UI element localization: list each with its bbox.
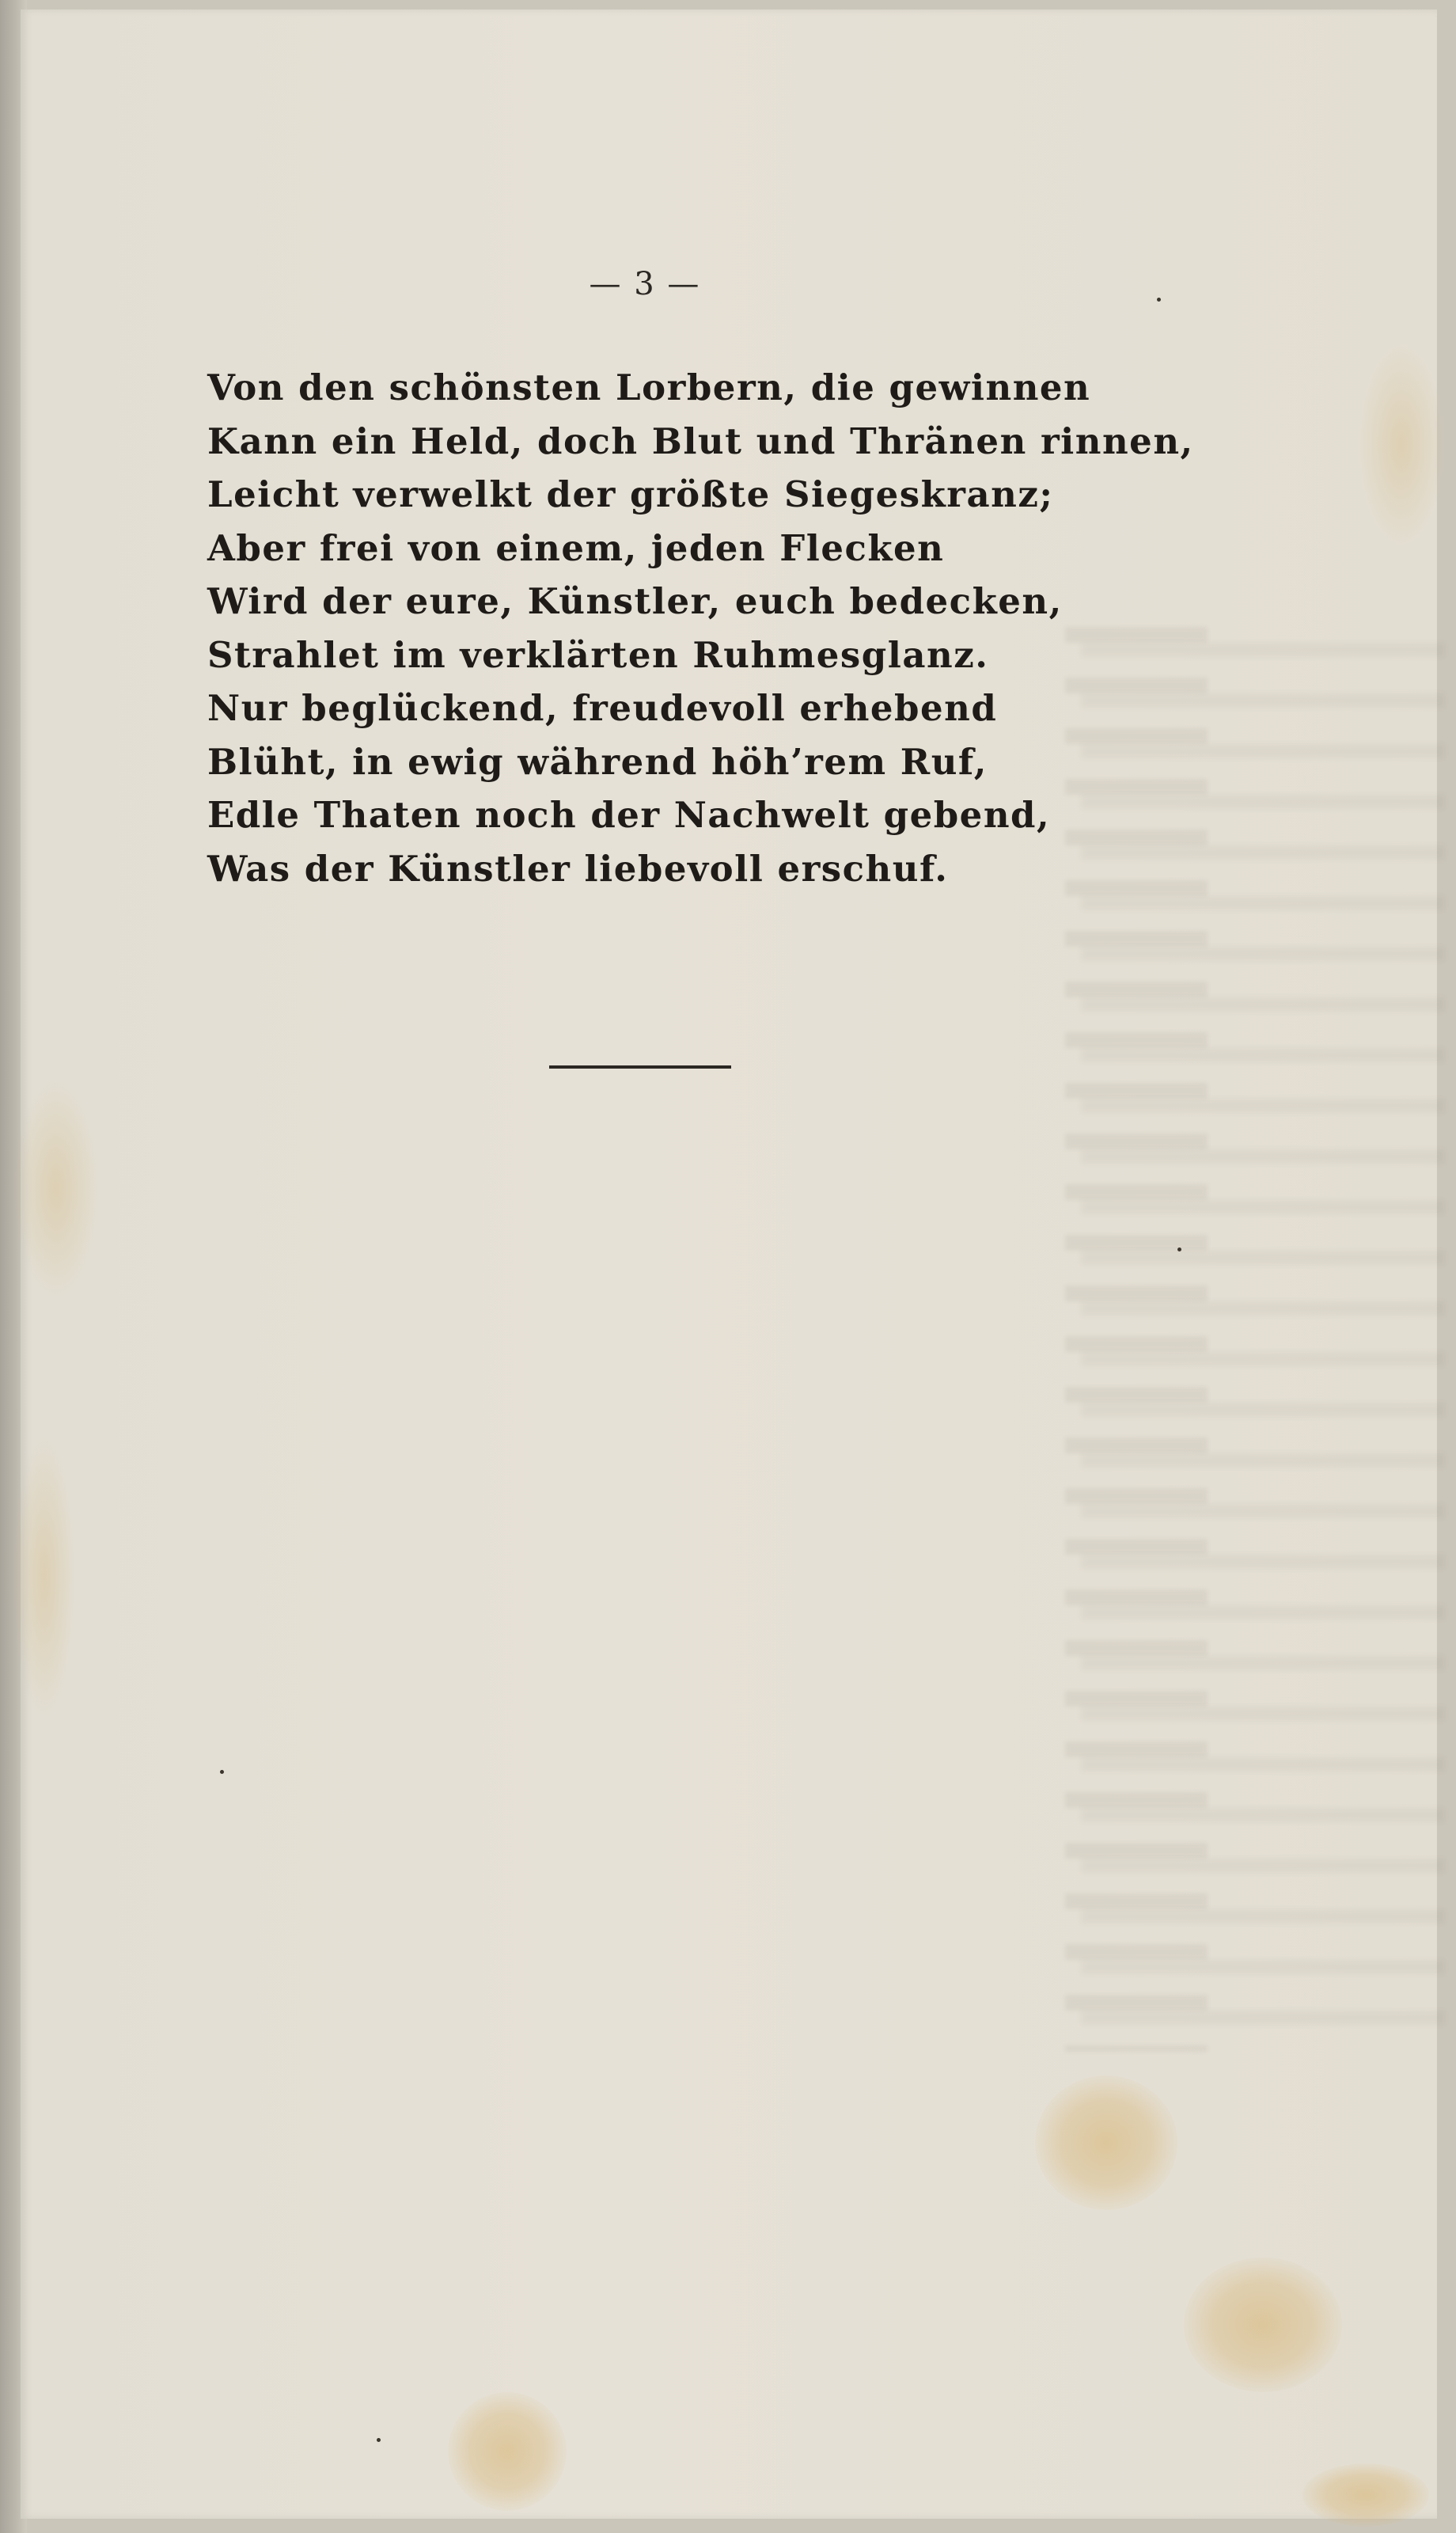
poem-line: Von den schönsten Lorbern, die gewinnen xyxy=(207,366,1091,408)
paper-speck xyxy=(377,2438,381,2442)
closing-rule xyxy=(549,1065,731,1069)
poem-text xyxy=(207,361,1196,895)
poem-line: Nur beglückend, freudevoll erhebend xyxy=(207,687,998,729)
paper-speck xyxy=(1177,1248,1181,1251)
edge-discoloration xyxy=(13,1434,76,1719)
foxing-stain xyxy=(1035,2075,1177,2210)
poem-line: Strahlet im verklärten Ruhmesglanz. xyxy=(207,633,989,676)
poem-line: Aber frei von einem, jeden Flecken xyxy=(207,526,945,569)
edge-discoloration xyxy=(1358,342,1445,548)
poem-line: Blüht, in ewig während höh’rem Ruf, xyxy=(207,740,988,783)
poem-line: Kann ein Held, doch Blut und Thränen rinnen, xyxy=(207,420,1194,462)
paper-speck xyxy=(220,1770,224,1774)
poem-line: Was der Künstler liebevoll erschuf. xyxy=(207,847,949,890)
paper-speck xyxy=(1157,298,1161,302)
edge-discoloration xyxy=(13,1078,100,1300)
poem-line: Wird der eure, Künstler, euch bedecken, xyxy=(207,580,1063,622)
foxing-stain xyxy=(1184,2258,1342,2392)
foxing-stain xyxy=(1302,2463,1429,2527)
poem-line: Leicht verwelkt der größte Siegeskranz; xyxy=(207,473,1054,515)
foxing-stain xyxy=(448,2392,567,2511)
poem-line: Edle Thaten noch der Nachwelt gebend, xyxy=(207,794,1051,836)
page-number: — 3 — xyxy=(589,266,701,302)
